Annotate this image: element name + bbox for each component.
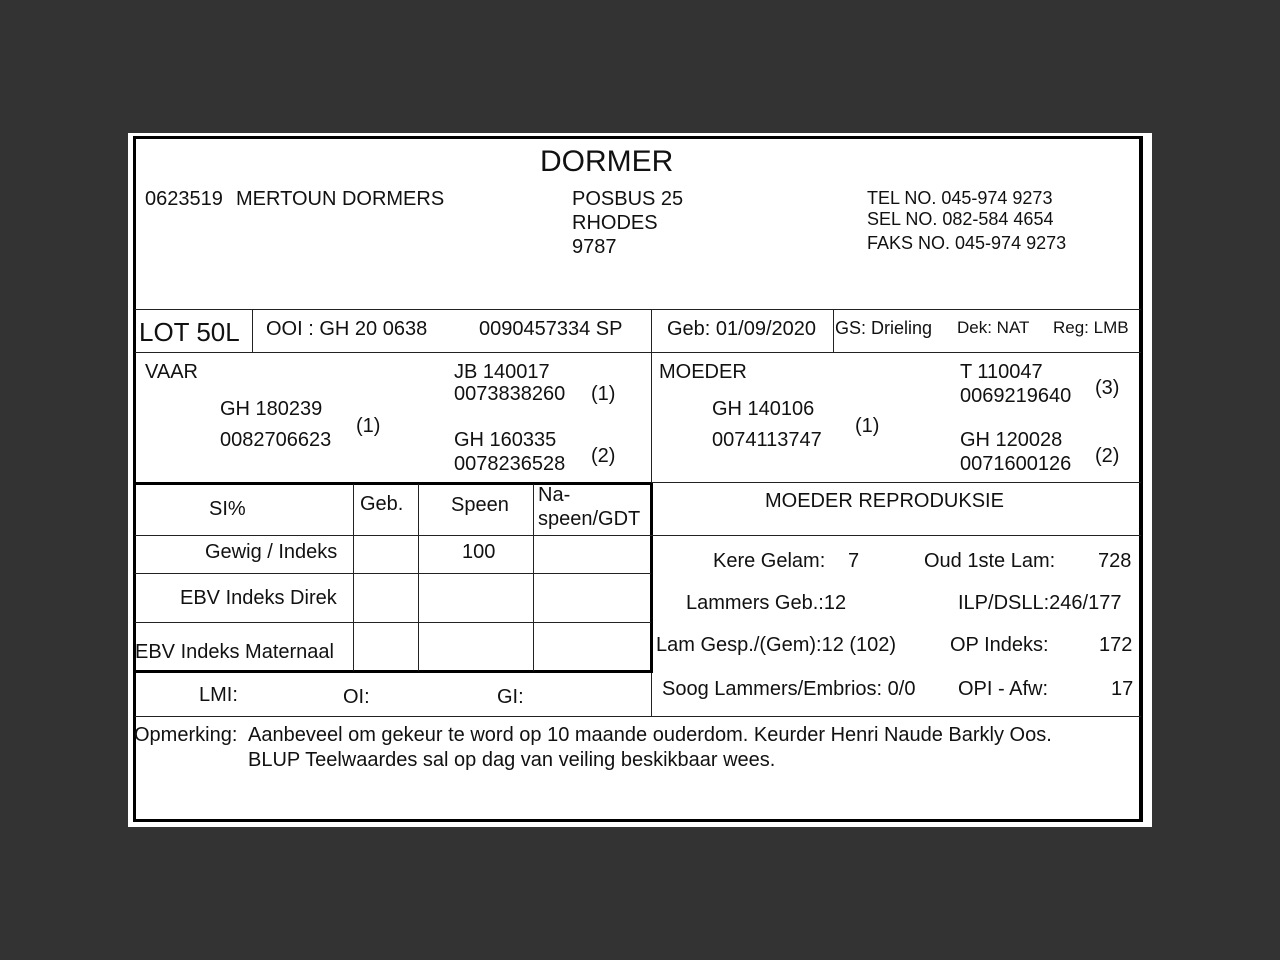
si-col-line-2: [418, 484, 419, 671]
vaar-sire-id: JB 140017: [454, 361, 550, 383]
vaar-dam-id: GH 160335: [454, 429, 557, 451]
moeder-label: MOEDER: [659, 361, 747, 383]
birth-status: GS: Drieling: [835, 318, 933, 338]
address-line-3: 9787: [572, 236, 617, 258]
faks-number: FAKS NO. 045-974 9273: [867, 233, 1067, 253]
divider-lot-bottom: [135, 352, 1141, 353]
vaar-dam-number: 0078236528: [454, 453, 566, 475]
divider-repro-title: [651, 535, 1141, 536]
birth-date: Geb: 01/09/2020: [667, 318, 817, 340]
op-indeks-label: OP Indeks:: [950, 634, 1049, 656]
lot-number: LOT 50L: [139, 317, 240, 347]
moeder-dam-id: GH 120028: [960, 429, 1063, 451]
moeder-dam-number: 0071600126: [960, 453, 1072, 475]
breed-title: DORMER: [540, 145, 674, 178]
breeder-name: MERTOUN DORMERS: [236, 188, 445, 210]
oi-label: OI:: [343, 686, 370, 708]
repro-title: MOEDER REPRODUKSIE: [765, 490, 1004, 512]
kere-gelam-value: 7: [848, 550, 860, 572]
si-box-right: [650, 482, 653, 673]
vaar-sire-mark: (1): [591, 383, 616, 405]
divider-remarks: [135, 716, 1141, 717]
ooi-id: OOI : GH 20 0638: [266, 318, 428, 340]
si-row-label: EBV Indeks Direk: [180, 587, 337, 609]
si-col-line-1: [353, 484, 354, 671]
moeder-dam-mark: (2): [1095, 445, 1120, 467]
vaar-number: 0082706623: [220, 429, 332, 451]
address-line-1: POSBUS 25: [572, 188, 684, 210]
vaar-label: VAAR: [145, 361, 198, 383]
si-row-line-1: [135, 535, 651, 536]
divider-lot-2: [651, 309, 652, 352]
soog-lammers: Soog Lammers/Embrios: 0/0: [662, 678, 916, 700]
si-box-top: [133, 482, 653, 485]
moeder-sire-mark: (3): [1095, 377, 1120, 399]
divider-repro-left: [651, 673, 652, 716]
moeder-number: 0074113747: [712, 429, 822, 451]
vaar-id: GH 180239: [220, 398, 323, 420]
breeder-code: 0623519: [145, 188, 223, 210]
si-row-line-2: [135, 573, 651, 574]
si-box-bottom: [133, 670, 653, 673]
si-row-label: Gewig / Indeks: [205, 541, 338, 563]
ilp-dsll: ILP/DSLL:246/177: [958, 592, 1122, 614]
gi-label: GI:: [497, 686, 524, 708]
si-header-speen: Speen: [451, 494, 509, 516]
vaar-dam-mark: (2): [591, 445, 616, 467]
oud-label: Oud 1ste Lam:: [924, 550, 1056, 572]
si-row-line-3: [135, 622, 651, 623]
remarks-line-1: Aanbeveel om gekeur te word op 10 maande ouderdom. Keurder Henri Naude Barkly Oos.: [248, 724, 1052, 746]
divider-lot-top: [135, 309, 1141, 310]
si-row-speen: 100: [462, 541, 496, 563]
si-header-label: SI%: [209, 498, 246, 520]
si-header-geb: Geb.: [360, 493, 404, 515]
si-col-line-3: [533, 484, 534, 671]
moeder-mark: (1): [855, 415, 880, 437]
op-indeks-value: 172: [1099, 634, 1133, 656]
address-line-2: RHODES: [572, 212, 658, 234]
opi-value: 17: [1111, 678, 1134, 700]
oud-value: 728: [1098, 550, 1132, 572]
kere-gelam-label: Kere Gelam:: [713, 550, 826, 572]
lmi-label: LMI:: [199, 684, 238, 706]
sel-number: SEL NO. 082-584 4654: [867, 209, 1054, 229]
divider-lot-1: [252, 309, 253, 352]
moeder-id: GH 140106: [712, 398, 815, 420]
ooi-number: 0090457334 SP: [479, 318, 623, 340]
remarks-label: Opmerking:: [134, 724, 238, 746]
vaar-mark: (1): [356, 415, 381, 437]
divider-pedigree: [651, 352, 652, 482]
si-header-naspeen-2: speen/GDT: [538, 508, 641, 530]
dek-status: Dek: NAT: [957, 318, 1030, 337]
moeder-sire-number: 0069219640: [960, 385, 1072, 407]
lammers-geb: Lammers Geb.:12: [686, 592, 847, 614]
tel-number: TEL NO. 045-974 9273: [867, 188, 1053, 208]
si-row-label: EBV Indeks Maternaal: [135, 641, 334, 663]
divider-lot-3: [833, 309, 834, 352]
moeder-sire-id: T 110047: [960, 361, 1043, 383]
remarks-line-2: BLUP Teelwaardes sal op dag van veiling beskikbaar wees.: [248, 749, 776, 771]
si-header-naspeen-1: Na-: [538, 484, 571, 506]
vaar-sire-number: 0073838260: [454, 383, 566, 405]
registration: Reg: LMB: [1053, 318, 1129, 337]
lam-gesp: Lam Gesp./(Gem):12 (102): [656, 634, 897, 656]
divider-repro-top: [651, 482, 1141, 483]
opi-label: OPI - Afw:: [958, 678, 1049, 700]
